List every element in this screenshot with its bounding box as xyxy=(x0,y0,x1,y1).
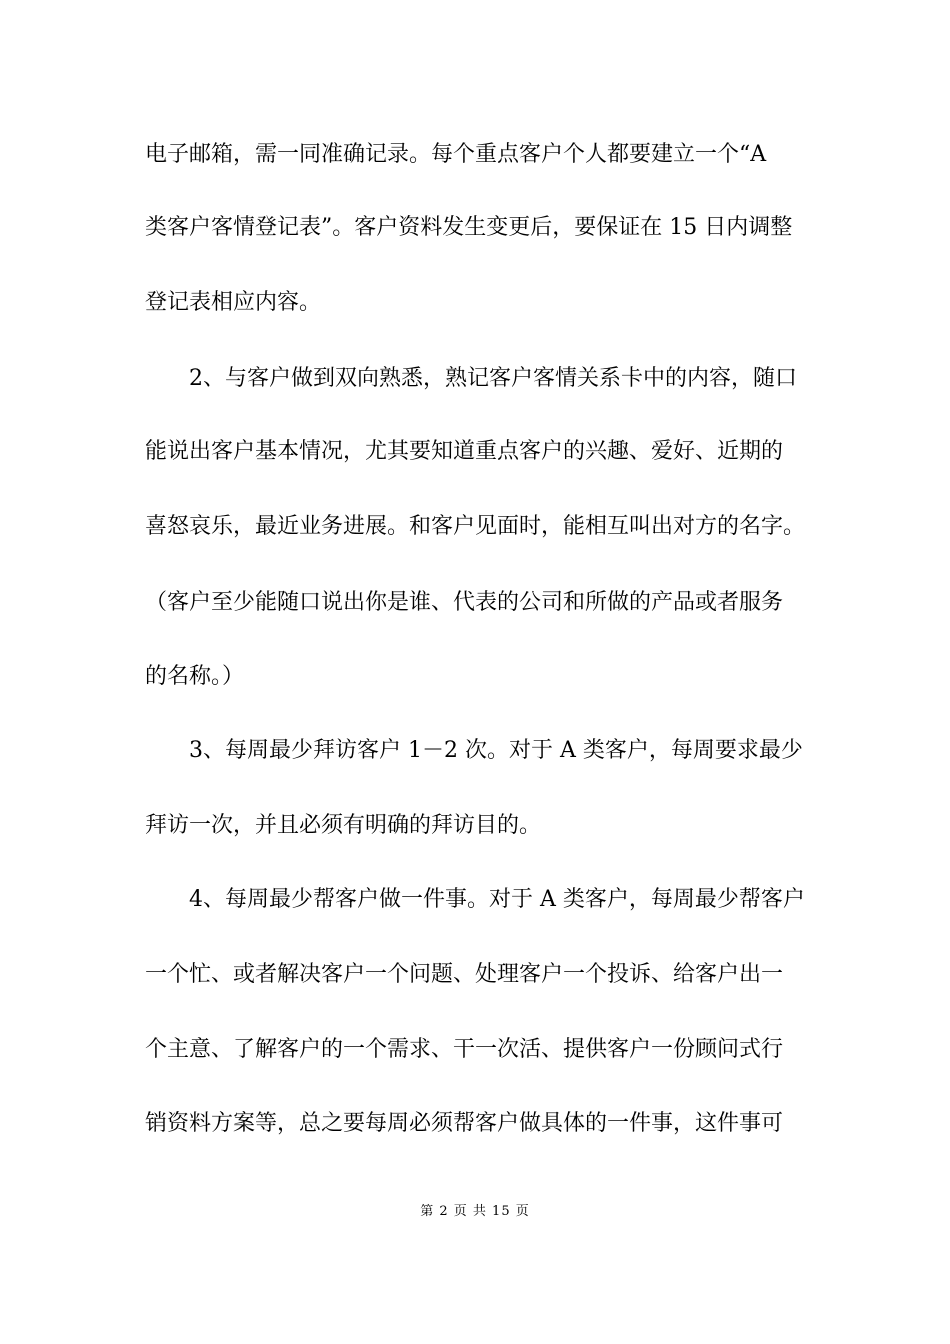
page-number-footer: 第 2 页 共 15 页 xyxy=(420,1204,530,1219)
text-line: 登记表相应内容。 xyxy=(145,290,322,315)
paragraph-4-start: 4、每周最少帮客户做一件事。对于 A 类客户，每周最少帮客户 xyxy=(189,887,805,912)
text-line: 的名称。） xyxy=(145,664,245,689)
text-line: 一个忙、或者解决客户一个问题、处理客户一个投诉、给客户出一 xyxy=(145,962,784,987)
text-line: 拜访一次，并且必须有明确的拜访目的。 xyxy=(145,813,542,838)
text-line: 销资料方案等，总之要每周必须帮客户做具体的一件事，这件事可 xyxy=(145,1111,784,1136)
paragraph-3-start: 3、每周最少拜访客户 1－2 次。对于 A 类客户，每周要求最少 xyxy=(189,738,803,763)
text-line: 能说出客户基本情况，尤其要知道重点客户的兴趣、爱好、近期的 xyxy=(145,439,784,464)
paragraph-2-start: 2、与客户做到双向熟悉，熟记客户客情关系卡中的内容，随口 xyxy=(189,366,797,391)
text-line: 喜怒哀乐，最近业务进展。和客户见面时，能相互叫出对方的名字。 xyxy=(145,514,806,539)
text-line: （客户至少能随口说出你是谁、代表的公司和所做的产品或者服务 xyxy=(145,590,784,615)
text-line: 类客户客情登记表”。客户资料发生变更后，要保证在 15 日内调整 xyxy=(145,215,793,240)
text-line: 个主意、了解客户的一个需求、干一次活、提供客户一份顾问式行 xyxy=(145,1037,784,1062)
text-line: 电子邮箱，需一同准确记录。每个重点客户个人都要建立一个“A xyxy=(145,142,767,167)
